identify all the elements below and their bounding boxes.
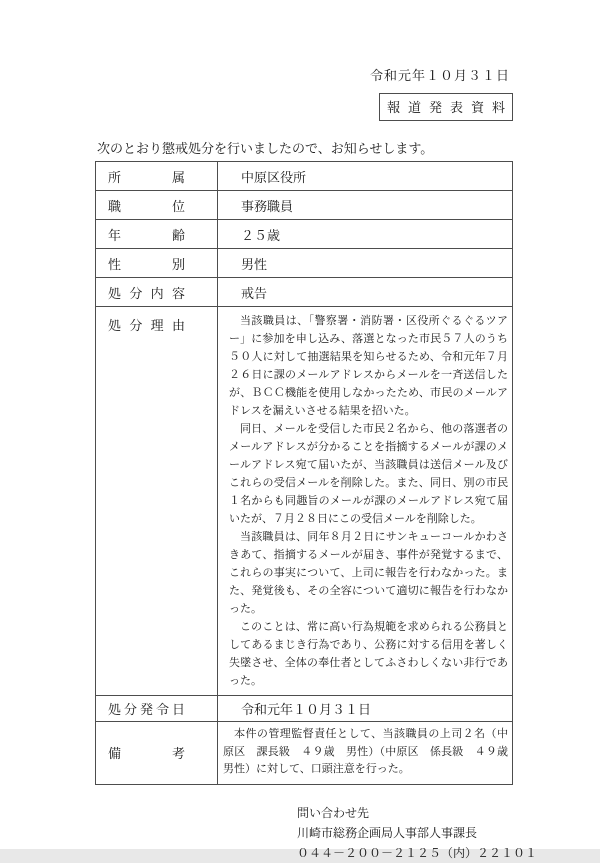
position-label-cell — [96, 191, 218, 220]
contact-heading: 問い合わせ先 — [297, 805, 370, 820]
table-row-position — [96, 191, 513, 220]
reason-paragraph-4: このことは、常に高い行為規範を求められる公務員としてあるまじき行為であり、公務に対する信用を著しく失墜させ、全体の奉仕者としてふさわしくない非行であった。 — [229, 621, 508, 687]
position-value: 事務職員 — [218, 191, 513, 220]
contact-phone: ０４４－２００－２１２５（内）２２１０１ — [297, 845, 538, 860]
contact-block — [297, 803, 538, 863]
gender-label-cell — [96, 249, 218, 278]
reason-paragraph-2: 同日、メールを受信した市民２名から、他の落選者のメールアドレスが分かることを指摘するメールが課のメールアドレス宛て届いたが、当該職員は送信メール及びこれらの受信メールを削除した。また、同日、別の市民１名からも同趣旨のメールが課のメールアドレス宛て届いたが、７月２８日にこの受信メールを削除した。 — [229, 423, 508, 525]
table-row-affiliation — [96, 162, 513, 191]
reason-paragraph-1: 当該職員は、「警察署・消防署・区役所ぐるぐるツアー」に参加を申し込み、落選となった市民５７人のうち５０人に対して抽選結果を知らせるため、令和元年７月２６日に課のメールアドレスからメールを一斉送信したが、ＢＣＣ機能を使用しなかったため、市民のメールアドレスを漏えいさせる結果を招いた。 — [229, 315, 508, 417]
table-row-disposition-type — [96, 278, 513, 307]
table-row-remarks — [96, 722, 513, 785]
age-value: ２５歳 — [218, 220, 513, 249]
reason-value — [218, 307, 513, 696]
remarks-paragraph: 本件の管理監督責任として、当該職員の上司２名（中原区 課長級 ４９歳 男性）（中原区 係長級 ４９歳 男性）に対して、口頭注意を行った。 — [223, 728, 519, 775]
remarks-label-cell — [96, 722, 218, 785]
table-row-order-date — [96, 696, 513, 722]
table-row-reason — [96, 307, 513, 696]
reason-label: 処分理由 — [108, 318, 185, 333]
position-label: 職位 — [108, 198, 185, 214]
age-label: 年齢 — [108, 227, 185, 243]
table-row-age — [96, 220, 513, 249]
affiliation-label-cell — [96, 162, 218, 191]
affiliation-label: 所属 — [108, 169, 185, 185]
gender-label: 性別 — [108, 256, 185, 272]
age-label-cell — [96, 220, 218, 249]
disposition-type-label-cell — [96, 278, 218, 307]
order-date-label-cell — [96, 696, 218, 722]
disposition-type-value: 戒告 — [218, 278, 513, 307]
document-content — [95, 0, 538, 863]
doc-type-label: 報道発表資料 — [387, 100, 505, 115]
gender-value: 男性 — [218, 249, 513, 278]
affiliation-value: 中原区役所 — [218, 162, 513, 191]
contact-name: 川崎市総務企画局人事部人事課長 — [297, 825, 478, 840]
remarks-label: 備考 — [108, 746, 185, 762]
table-row-gender — [96, 249, 513, 278]
disposition-type-label: 処分内容 — [108, 285, 185, 301]
order-date-label: 処分発令日 — [108, 702, 185, 717]
issue-date: 令和元年１０月３１日 — [369, 68, 510, 83]
intro-text: 次のとおり懲戒処分を行いましたので、お知らせします。 — [97, 141, 434, 156]
reason-label-cell — [96, 307, 218, 696]
disposition-table — [95, 161, 519, 785]
doc-type-badge — [379, 93, 513, 121]
reason-paragraph-3: 当該職員は、同年８月２日にサンキューコールかわさきあて、指摘するメールが届き、事件が発覚するまで、これらの事実について、上司に報告を行わなかった。また、発覚後も、その全容について適切に報告を行わなかった。 — [229, 531, 508, 615]
remarks-value — [218, 722, 519, 785]
doc-type-line — [95, 93, 513, 121]
order-date-value: 令和元年１０月３１日 — [218, 696, 513, 722]
